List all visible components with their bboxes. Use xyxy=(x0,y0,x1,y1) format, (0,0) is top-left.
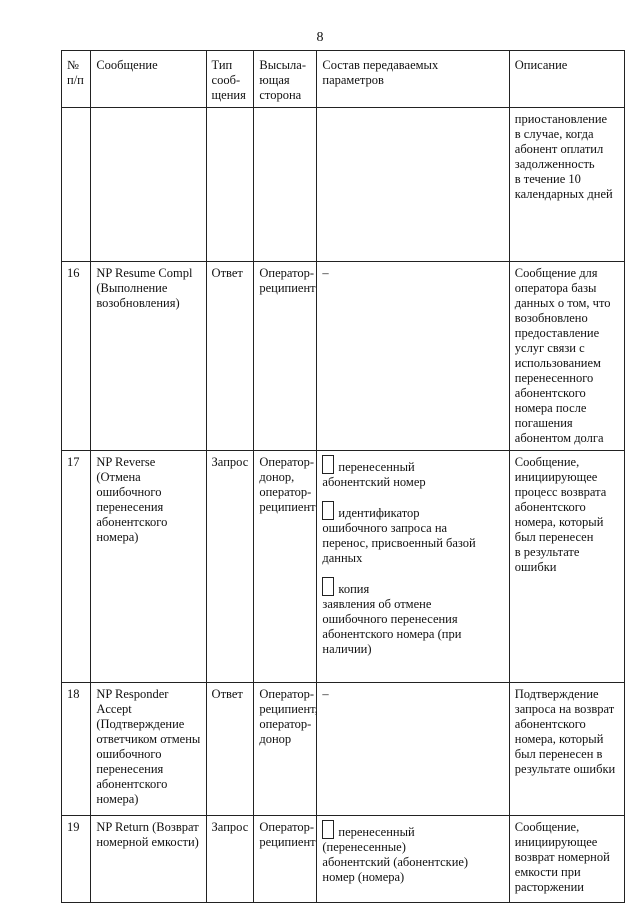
table-row xyxy=(62,451,625,683)
cell-description: приостановление в случае, когда абонент оплатил задолженность в течение 10 календарных дней xyxy=(509,108,624,262)
cell-message: NP Reverse (Отмена ошибочного перенесения абонентского номера) xyxy=(91,451,206,683)
params-dash: – xyxy=(322,266,329,280)
cell-message: NP Return (Возврат номерной емкости) xyxy=(91,816,206,903)
cell-description: Подтверждение запроса на возврат абонентского номера, который был перенесен в результате ошибки xyxy=(509,683,624,816)
cell-empty xyxy=(254,108,317,262)
cell-empty xyxy=(317,108,509,262)
param-text: перенесенный (перенесенные) абонентский (абонентские) номер (номера) xyxy=(322,825,469,884)
cell-message: NP Responder Accept (Подтверждение ответчиком отмены ошибочного перенесения абонентского номера) xyxy=(91,683,206,816)
header-num: № п/п xyxy=(62,51,91,108)
cell-num: 19 xyxy=(62,816,91,903)
param-item xyxy=(322,455,504,490)
cell-sender: Оператор- реципиент xyxy=(254,816,317,903)
cell-params xyxy=(317,451,509,683)
checkbox-icon xyxy=(322,455,334,474)
cell-num: 16 xyxy=(62,262,91,451)
cell-type: Запрос xyxy=(206,451,254,683)
param-item xyxy=(322,577,504,657)
page-number: 8 xyxy=(316,30,324,45)
checkbox-icon xyxy=(322,577,334,596)
table-row-continuation xyxy=(62,108,625,262)
header-description: Описание xyxy=(509,51,624,108)
table-row xyxy=(62,262,625,451)
message-table xyxy=(61,50,625,903)
params-dash: – xyxy=(322,687,329,701)
cell-num: 18 xyxy=(62,683,91,816)
cell-empty xyxy=(91,108,206,262)
cell-num: 17 xyxy=(62,451,91,683)
cell-params xyxy=(317,262,509,451)
param-text: копия заявления об отмене ошибочного перенесения абонентского номера (при наличии) xyxy=(322,582,462,656)
param-text: идентификатор ошибочного запроса на перенос, присвоенный базой данных xyxy=(322,506,476,565)
cell-message: NP Resume Compl (Выполнение возобновления) xyxy=(91,262,206,451)
param-item xyxy=(322,501,504,566)
cell-empty xyxy=(206,108,254,262)
cell-params xyxy=(317,816,509,903)
cell-sender: Оператор- реципиент, оператор- донор xyxy=(254,683,317,816)
cell-description: Сообщение, инициирующее возврат номерной емкости при расторжении xyxy=(509,816,624,903)
header-sender: Высыла- ющая сторона xyxy=(254,51,317,108)
cell-sender: Оператор- донор, оператор- реципиент xyxy=(254,451,317,683)
cell-type: Ответ xyxy=(206,262,254,451)
header-type: Тип сооб- щения xyxy=(206,51,254,108)
param-text: перенесенный абонентский номер xyxy=(322,460,426,489)
header-message: Сообщение xyxy=(91,51,206,108)
table-row xyxy=(62,816,625,903)
cell-description: Сообщение для оператора базы данных о том, что возобновлено предоставление услуг связи с использованием перенесенного абонентского номера после погашения абонентом долга xyxy=(509,262,624,451)
table-row xyxy=(62,683,625,816)
cell-type: Ответ xyxy=(206,683,254,816)
checkbox-icon xyxy=(322,820,334,839)
cell-description: Сообщение, инициирующее процесс возврата абонентского номера, который был перенесен в результате ошибки xyxy=(509,451,624,683)
header-params: Состав передаваемых параметров xyxy=(317,51,509,108)
table-header-row xyxy=(62,51,625,108)
cell-type: Запрос xyxy=(206,816,254,903)
param-item xyxy=(322,820,504,885)
cell-sender: Оператор- реципиент xyxy=(254,262,317,451)
checkbox-icon xyxy=(322,501,334,520)
cell-empty xyxy=(62,108,91,262)
cell-params xyxy=(317,683,509,816)
